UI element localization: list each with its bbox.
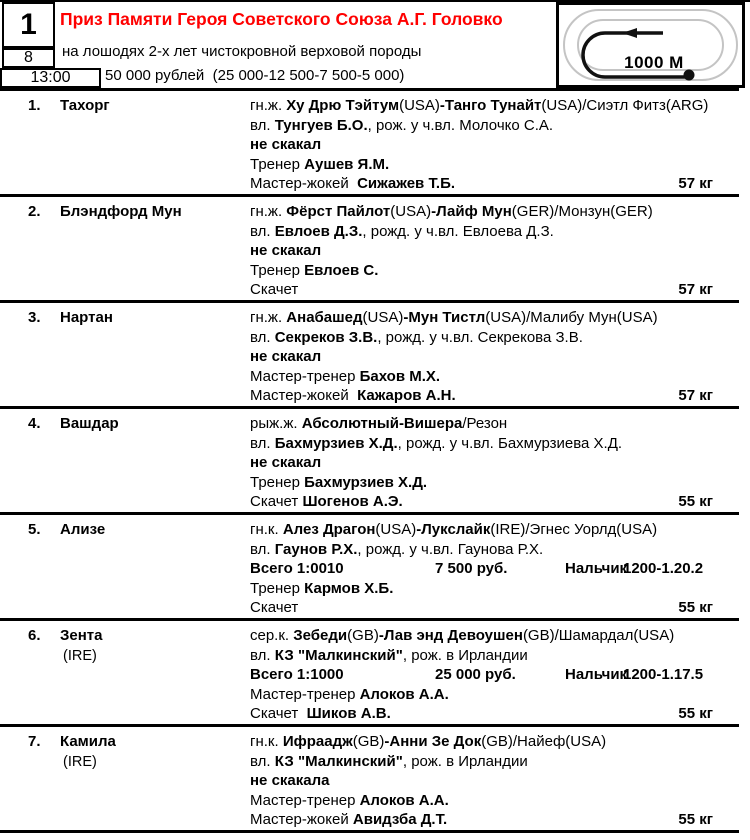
jockey-line (250, 174, 739, 194)
text-segment: Гаунов Р.Х. (274, 540, 358, 558)
text-segment: Скачет (250, 281, 299, 298)
pedigree-line (250, 96, 739, 116)
text-segment: (USA) (399, 97, 440, 114)
jockey-text (250, 174, 455, 194)
text-segment: Мастер-тренер (250, 685, 360, 703)
entry-row (0, 197, 739, 303)
text-segment: Кармов Х.Б. (304, 579, 394, 597)
jockey-text (250, 386, 456, 406)
text-segment: Алез Драгон (282, 521, 376, 538)
text-segment: Ифраадж (282, 733, 353, 750)
text-segment: /Резон (462, 415, 508, 432)
entry-details (250, 732, 739, 830)
entries-count: 8 (24, 49, 33, 66)
prize-money: 50 000 рублей (25 000-12 500-7 500-5 000) (105, 67, 405, 84)
text-segment: Зебеди (293, 627, 348, 644)
entry-row (0, 727, 739, 833)
entry-left (0, 414, 250, 512)
text-segment: рыж.ж. (250, 415, 302, 432)
text-segment: (GB)/Шамардал(USA) (522, 627, 675, 644)
text-segment: Ху Дрю Тэйтум (286, 97, 400, 114)
text-segment: Кажаров А.Н. (357, 387, 456, 404)
record-line (250, 453, 739, 473)
track-distance-label: 1000 М (624, 53, 684, 72)
direction-arrow-icon (622, 28, 637, 38)
pedigree-line (250, 308, 739, 328)
text-segment: -Анни Зе Док (384, 733, 482, 750)
text-segment: Тренер (250, 579, 305, 597)
record-col: Нальчик (565, 666, 628, 683)
text-segment: гн.к. (250, 733, 283, 750)
weight-value: 55 кг (678, 705, 713, 722)
text-segment: гн.ж. (250, 203, 287, 220)
entry-number: 7. (28, 733, 41, 750)
race-title: Приз Памяти Героя Советского Союза А.Г. Головко (60, 9, 503, 29)
trainer-line (250, 579, 739, 599)
text-segment: Аушев Я.М. (304, 155, 390, 173)
jockey-line (250, 810, 739, 830)
entry-left (0, 626, 250, 724)
text-segment: не скакал (250, 454, 322, 471)
record-col: 1200-1.20.2 (623, 560, 704, 577)
text-segment: (GB) (352, 733, 385, 750)
entries-count-box (2, 48, 55, 68)
entry-details (250, 626, 739, 724)
horse-name: Ализе (60, 521, 106, 538)
text-segment: Шогенов А.Э. (302, 493, 403, 510)
record-col: Всего 1:0010 (250, 560, 344, 577)
text-segment: Скачет (250, 599, 299, 616)
text-segment: вл. (250, 116, 275, 134)
entry-details (250, 414, 739, 512)
text-segment: , рожд. у ч.вл. Евлоева Д.З. (362, 222, 554, 240)
trainer-line (250, 791, 739, 811)
start-time: 13:00 (30, 69, 71, 86)
text-segment: Абсолютный-Вишера (301, 415, 463, 432)
entries-list (0, 88, 739, 833)
horse-name: Тахорг (60, 97, 110, 114)
text-segment: Секреков З.В. (274, 328, 378, 346)
trainer-line (250, 367, 739, 387)
record-line (250, 771, 739, 791)
owner-line (250, 434, 739, 454)
entry-left (0, 308, 250, 406)
record-line (250, 135, 739, 155)
weight-value: 57 кг (678, 387, 713, 404)
horse-name-block (60, 202, 182, 300)
entry-number: 6. (28, 627, 41, 644)
text-segment: , рож. у ч.вл. Молочко С.А. (367, 116, 554, 134)
text-segment: , рожд. у ч.вл. Секрекова З.В. (377, 328, 583, 346)
text-segment: КЗ "Малкинский" (274, 646, 403, 664)
owner-line (250, 116, 739, 136)
weight-value: 57 кг (678, 175, 713, 192)
start-point-dot (684, 70, 695, 81)
owner-line (250, 540, 739, 560)
owner-line (250, 752, 739, 772)
text-segment: гн.ж. (250, 97, 287, 114)
entry-details (250, 308, 739, 406)
jockey-text (250, 280, 298, 300)
text-segment: вл. (250, 646, 275, 664)
owner-line (250, 646, 739, 666)
text-segment: сер.к. (250, 627, 294, 644)
text-segment: Сижажев Т.Б. (357, 175, 456, 192)
horse-name: Нартан (60, 309, 113, 326)
text-segment: Тренер (250, 155, 305, 173)
entry-number: 5. (28, 521, 41, 538)
record-line (250, 559, 739, 579)
text-segment: вл. (250, 328, 275, 346)
entry-number: 3. (28, 309, 41, 326)
text-segment: Мастер-жокей (250, 811, 353, 828)
text-segment: Бахмурзиев Х.Д. (304, 473, 428, 491)
jockey-line (250, 598, 739, 618)
entry-left (0, 96, 250, 194)
text-segment: -Лайф Мун (431, 203, 512, 220)
text-segment: Фёрст Пайлот (286, 203, 391, 220)
text-segment: , рож. в Ирландии (402, 752, 528, 770)
horse-country: (IRE) (63, 648, 97, 664)
text-segment: Мастер-жокей (250, 387, 358, 404)
text-segment: Мастер-тренер (250, 791, 360, 809)
text-segment: Алоков А.А. (359, 685, 449, 703)
record-col: Нальчик (565, 560, 628, 577)
entry-number: 2. (28, 203, 41, 220)
record-col: 7 500 руб. (435, 560, 508, 577)
horse-name: Зента (60, 627, 103, 644)
entry-left (0, 732, 250, 830)
text-segment: (GB)/Найеф(USA) (481, 733, 607, 750)
horse-name: Блэндфорд Мун (60, 203, 182, 220)
jockey-line (250, 704, 739, 724)
race-number: 1 (20, 8, 37, 41)
entry-left (0, 202, 250, 300)
trainer-line (250, 261, 739, 281)
text-segment: Скачет (250, 705, 307, 722)
jockey-text (250, 598, 298, 618)
text-segment: Тунгуев Б.О. (274, 116, 368, 134)
entry-left (0, 520, 250, 618)
record-line (250, 665, 739, 685)
entry-details (250, 520, 739, 618)
text-segment: не скакал (250, 348, 322, 365)
text-segment: Анабашед (286, 309, 363, 326)
entry-number: 1. (28, 97, 41, 114)
start-time-box (0, 68, 101, 88)
text-segment: вл. (250, 222, 275, 240)
race-header (0, 0, 750, 88)
text-segment: Мастер-тренер (250, 367, 360, 385)
entry-row (0, 515, 739, 621)
weight-value: 55 кг (678, 811, 713, 828)
jockey-text (250, 492, 403, 512)
jockey-text (250, 704, 391, 724)
record-col: 1200-1.17.5 (623, 666, 704, 683)
text-segment: Евлоев С. (304, 261, 379, 279)
owner-line (250, 222, 739, 242)
text-segment: не скакала (250, 772, 330, 789)
text-segment: -Танго Тунайт (439, 97, 542, 114)
text-segment: (GER)/Монзун(GER) (511, 203, 653, 220)
weight-value: 55 кг (678, 493, 713, 510)
jockey-text (250, 810, 447, 830)
text-segment: Евлоев Д.З. (274, 222, 363, 240)
text-segment: Скачет (250, 493, 303, 510)
jockey-line (250, 280, 739, 300)
pedigree-line (250, 626, 739, 646)
race-number-box (2, 2, 55, 48)
text-segment: , рожд. у ч.вл. Гаунова Р.Х. (357, 540, 544, 558)
entry-row (0, 303, 739, 409)
horse-name-block (60, 626, 103, 724)
horse-name-block (60, 520, 105, 618)
horse-name-block (60, 96, 110, 194)
weight-value: 57 кг (678, 281, 713, 298)
horse-name-block (60, 732, 116, 830)
jockey-line (250, 492, 739, 512)
entry-row (0, 621, 739, 727)
text-segment: вл. (250, 434, 275, 452)
trainer-line (250, 473, 739, 493)
text-segment: Бахмурзиев Х.Д. (274, 434, 398, 452)
text-segment: Тренер (250, 261, 305, 279)
text-segment: не скакал (250, 136, 322, 153)
text-segment: вл. (250, 752, 275, 770)
entry-details (250, 202, 739, 300)
text-segment: КЗ "Малкинский" (274, 752, 403, 770)
record-col: 25 000 руб. (435, 666, 516, 683)
horse-name-block (60, 308, 113, 406)
text-segment: Алоков А.А. (359, 791, 449, 809)
text-segment: гн.ж. (250, 309, 287, 326)
text-segment: , рож. в Ирландии (402, 646, 528, 664)
jockey-line (250, 386, 739, 406)
text-segment: Мастер-жокей (250, 175, 358, 192)
horse-name-block (60, 414, 119, 512)
pedigree-line (250, 414, 739, 434)
text-segment: Тренер (250, 473, 305, 491)
text-segment: гн.к. (250, 521, 283, 538)
pedigree-line (250, 732, 739, 752)
text-segment: вл. (250, 540, 275, 558)
weight-value: 55 кг (678, 599, 713, 616)
text-segment: (USA)/Сиэтл Фитз(ARG) (541, 97, 709, 114)
pedigree-line (250, 202, 739, 222)
text-segment: -Лукслайк (416, 521, 491, 538)
entry-details (250, 96, 739, 194)
text-segment: (GB) (347, 627, 379, 644)
trainer-line (250, 685, 739, 705)
horse-country: (IRE) (63, 754, 97, 770)
text-segment: , рожд. у ч.вл. Бахмурзиева Х.Д. (397, 434, 623, 452)
entry-row (0, 409, 739, 515)
pedigree-line (250, 520, 739, 540)
record-line (250, 347, 739, 367)
record-col: Всего 1:1000 (250, 666, 344, 683)
text-segment: (USA)/Малибу Мун(USA) (485, 309, 658, 326)
text-segment: (USA) (362, 309, 404, 326)
text-segment: не скакал (250, 242, 322, 259)
race-conditions: на лошодях 2-х лет чистокровной верховой породы (62, 43, 422, 60)
text-segment: -Лав энд Девоушен (378, 627, 523, 644)
trainer-line (250, 155, 739, 175)
owner-line (250, 328, 739, 348)
text-segment: (USA) (390, 203, 432, 220)
entry-row (0, 91, 739, 197)
horse-name: Камила (60, 733, 116, 750)
record-line (250, 241, 739, 261)
text-segment: (USA) (375, 521, 417, 538)
text-segment: Бахов М.Х. (359, 367, 441, 385)
track-diagram (556, 2, 745, 88)
entry-number: 4. (28, 415, 41, 432)
track-oval-icon (559, 5, 742, 85)
text-segment: Авидзба Д.Т. (352, 811, 448, 828)
text-segment: Шиков А.В. (306, 705, 391, 722)
horse-name: Вашдар (60, 415, 119, 432)
text-segment: (IRE)/Эгнес Уорлд(USA) (490, 521, 658, 538)
text-segment: -Мун Тистл (403, 309, 486, 326)
